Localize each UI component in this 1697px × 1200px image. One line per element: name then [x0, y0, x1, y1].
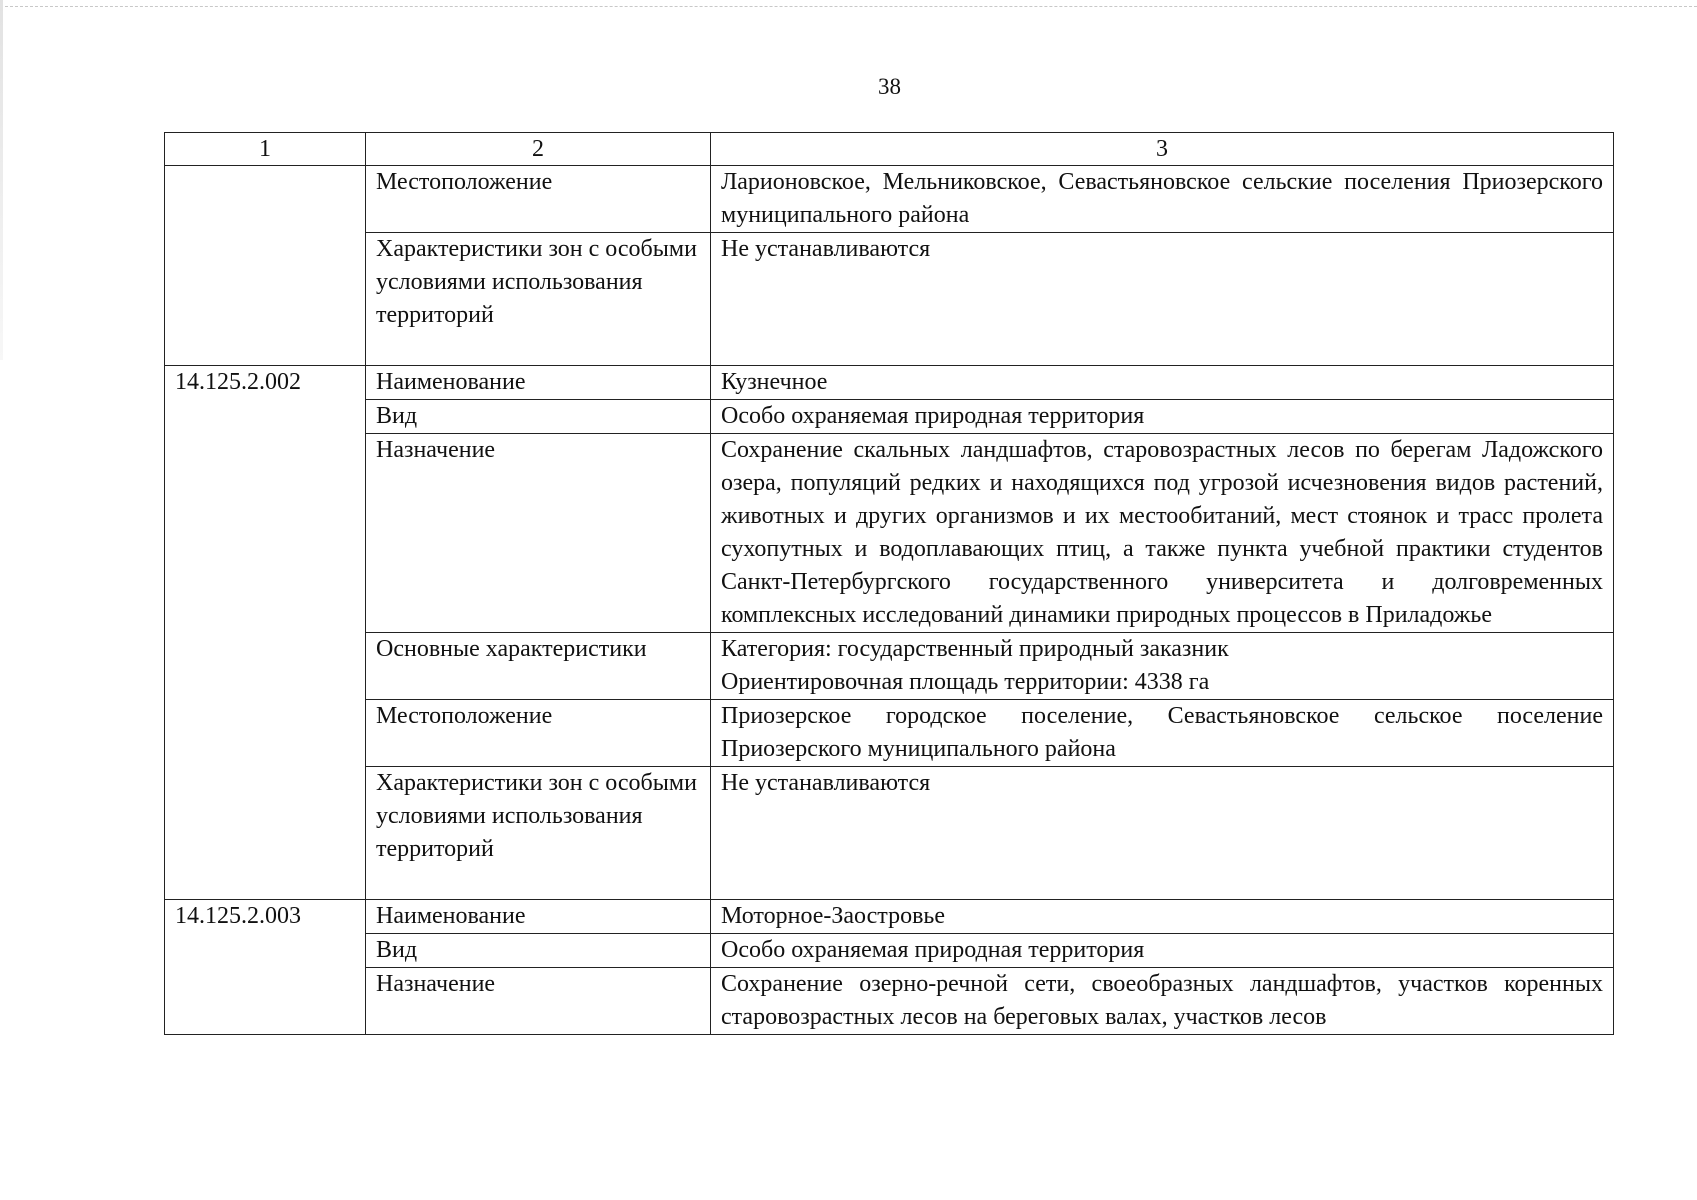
table-row	[165, 700, 1614, 767]
row-label: Вид	[366, 934, 711, 968]
table-row	[165, 633, 1614, 700]
row-label: Наименование	[366, 366, 711, 400]
row-value: Сохранение озерно-речной сети, своеобразных ландшафтов, участков коренных старовозрастных лесов на береговых валах, участков лесов	[711, 968, 1614, 1035]
table-header-row	[165, 133, 1614, 166]
table-row	[165, 166, 1614, 233]
row-label: Характеристики зон с особыми условиями использования территорий	[366, 767, 711, 900]
row-value: Особо охраняемая природная территория	[711, 400, 1614, 434]
value-line: Категория: государственный природный заказник	[721, 636, 1229, 662]
document-table	[164, 132, 1614, 1035]
scan-edge-top	[0, 6, 1697, 7]
column-header-1: 1	[165, 133, 366, 166]
row-value: Кузнечное	[711, 366, 1614, 400]
table-row	[165, 233, 1614, 366]
code-cell-empty	[165, 166, 366, 366]
row-label: Характеристики зон с особыми условиями использования территорий	[366, 233, 711, 366]
table-row	[165, 366, 1614, 400]
value-line: Ориентировочная площадь территории: 4338 га	[721, 669, 1210, 695]
object-code: 14.125.2.003	[165, 900, 366, 1035]
row-label: Назначение	[366, 434, 711, 633]
row-label: Наименование	[366, 900, 711, 934]
row-label: Вид	[366, 400, 711, 434]
row-value: Сохранение скальных ландшафтов, старовозрастных лесов по берегам Ладожского озера, популяций редких и находящихся под угрозой исчезновения видов растений, животных и других организмов и их местообитаний, мест стоянок и трасс пролета сухопутных и водоплавающих птиц, а также пункта учебной практики студентов Санкт-Петербургского государственного университета и долговременных комплексных исследований динамики природных процессов в Приладожье	[711, 434, 1614, 633]
row-label: Основные характеристики	[366, 633, 711, 700]
row-label: Местоположение	[366, 166, 711, 233]
row-value: Моторное-Заостровье	[711, 900, 1614, 934]
row-value: Не устанавливаются	[711, 233, 1614, 366]
scan-edge-left	[0, 0, 3, 360]
row-label: Местоположение	[366, 700, 711, 767]
page-number: 38	[878, 74, 901, 99]
table-row	[165, 968, 1614, 1035]
table-row	[165, 900, 1614, 934]
column-header-3: 3	[711, 133, 1614, 166]
table-row	[165, 934, 1614, 968]
row-value: Особо охраняемая природная территория	[711, 934, 1614, 968]
row-value: Ларионовское, Мельниковское, Севастьяновское сельские поселения Приозерского муниципального района	[711, 166, 1614, 233]
row-value: Не устанавливаются	[711, 767, 1614, 900]
object-code: 14.125.2.002	[165, 366, 366, 900]
row-value	[711, 633, 1614, 700]
table-row	[165, 400, 1614, 434]
table-row	[165, 767, 1614, 900]
table-row	[165, 434, 1614, 633]
row-label: Назначение	[366, 968, 711, 1035]
column-header-2: 2	[366, 133, 711, 166]
row-value: Приозерское городское поселение, Севастьяновское сельское поселение Приозерского муниципального района	[711, 700, 1614, 767]
